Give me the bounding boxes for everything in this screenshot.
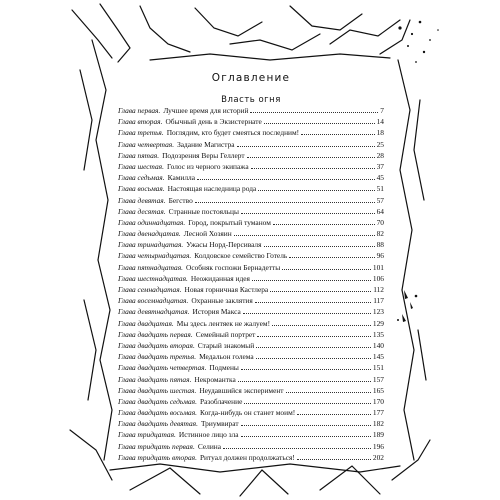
dot-leader — [255, 302, 371, 303]
dot-leader — [282, 269, 371, 270]
page-number: 70 — [376, 217, 384, 227]
chapter-name: Охранные заклятия — [191, 296, 253, 306]
toc-entry — [118, 116, 384, 127]
chapter-name: Лесной Хозяин — [183, 229, 232, 239]
chapter-name: Новая горничная Кастлера — [184, 285, 269, 294]
chapter-name: Камилла — [167, 173, 196, 183]
dot-leader — [241, 436, 371, 437]
dot-leader — [297, 414, 371, 415]
chapter-number: Глава двадцатая. — [118, 318, 174, 328]
chapter-number: Глава двадцать пятая. — [118, 374, 192, 384]
dot-leader — [241, 369, 371, 370]
chapter-number: Глава двадцать первая. — [118, 329, 193, 339]
chapter-name: История Макса — [192, 307, 241, 317]
chapter-name: Обычный день в Экзистернате — [165, 117, 262, 127]
page-number: 25 — [376, 139, 384, 149]
dot-leader — [289, 257, 374, 258]
toc-entry — [118, 195, 384, 206]
toc-entry — [118, 127, 384, 138]
page-number: 7 — [380, 106, 384, 115]
toc-entry — [118, 362, 384, 373]
chapter-number: Глава пятнадцатая. — [118, 262, 183, 272]
toc-entry — [118, 206, 384, 217]
dot-leader — [237, 146, 375, 147]
page-number: 189 — [372, 430, 384, 440]
chapter-name: Неожиданная идея — [190, 273, 250, 283]
chapter-name: Ужасы Норд-Персиваля — [186, 240, 262, 250]
chapter-name: Истинное лицо зла — [178, 430, 239, 440]
chapter-number: Глава двадцать четвертая. — [118, 363, 207, 373]
page-number: 140 — [372, 340, 384, 350]
toc-entry — [118, 318, 384, 329]
chapter-number: Глава седьмая. — [118, 173, 165, 183]
chapter-name: Странные постояльцы — [168, 206, 239, 216]
page-number: 196 — [372, 441, 384, 451]
chapter-number: Глава четырнадцатая. — [118, 251, 192, 261]
dot-leader — [270, 291, 371, 292]
chapter-name: Город, покрытый туманом — [188, 217, 271, 227]
table-of-contents — [118, 72, 384, 463]
dot-leader — [197, 179, 375, 180]
dot-leader — [247, 157, 375, 158]
chapter-number: Глава двенадцатая. — [118, 229, 181, 239]
chapter-number: Глава шестнадцатая. — [118, 273, 188, 283]
toc-entry — [118, 105, 384, 116]
chapter-number: Глава тридцатая. — [118, 430, 176, 440]
toc-entry — [118, 262, 384, 273]
page-number: 129 — [372, 318, 384, 328]
toc-entry — [118, 385, 384, 396]
chapter-number: Глава тринадцатая. — [118, 240, 184, 250]
dot-leader — [243, 313, 371, 314]
toc-entry — [118, 407, 384, 418]
chapter-name: Некромантка — [194, 374, 236, 384]
page-number: 101 — [372, 262, 384, 272]
chapter-name: Селина — [197, 441, 222, 451]
toc-entry — [118, 239, 384, 250]
page-number: 18 — [376, 128, 384, 138]
page-number: 51 — [376, 184, 384, 194]
chapter-name: Триумвират — [200, 419, 239, 429]
chapter-name: Мы здесь лентяек не жалуем! — [176, 318, 271, 328]
dot-leader — [297, 459, 371, 460]
page-number: 88 — [376, 240, 384, 250]
chapter-number: Глава восьмая. — [118, 184, 165, 194]
page-number: 177 — [372, 408, 384, 418]
page-number: 151 — [372, 363, 384, 373]
page-number: 135 — [372, 329, 384, 339]
chapter-name: Разоблачение — [199, 396, 243, 406]
page-number: 165 — [372, 385, 384, 395]
chapter-name: Неудавшийся эксперимент — [199, 385, 284, 395]
page-number: 14 — [376, 117, 384, 127]
chapter-number: Глава тридцать первая. — [118, 441, 195, 451]
chapter-name: Настоящая наследница рода — [167, 184, 257, 194]
dot-leader — [264, 246, 375, 247]
chapter-number: Глава четвертая. — [118, 139, 175, 149]
page-number: 37 — [376, 161, 384, 171]
dot-leader — [286, 392, 371, 393]
toc-entry — [118, 351, 384, 362]
toc-entry — [118, 273, 384, 284]
dot-leader — [252, 280, 371, 281]
toc-entry — [118, 217, 384, 228]
page-number: 157 — [372, 374, 384, 384]
toc-entry — [118, 295, 384, 306]
dot-leader — [264, 123, 375, 124]
chapter-name: Голос из черного экипажа — [166, 161, 249, 171]
chapter-number: Глава восемнадцатая. — [118, 296, 189, 306]
dot-leader — [273, 224, 375, 225]
dot-leader — [256, 358, 371, 359]
dot-leader — [195, 202, 375, 203]
page-number: 106 — [372, 273, 384, 283]
dot-leader — [301, 134, 374, 135]
page-number: 145 — [372, 352, 384, 362]
dot-leader — [250, 112, 378, 113]
dot-leader — [241, 425, 371, 426]
chapter-name: Особняк госпожи Бернадетты — [185, 262, 281, 272]
toc-entry — [118, 329, 384, 340]
toc-entry — [118, 374, 384, 385]
chapter-name: Ритуал должен продолжаться! — [199, 452, 295, 462]
chapter-number: Глава семнадцатая. — [118, 285, 182, 294]
toc-entry — [118, 284, 384, 295]
chapter-number: Глава двадцать седьмая. — [118, 396, 197, 406]
chapter-name: Поглядим, кто будет смеяться последним! — [166, 128, 300, 138]
page-number: 64 — [376, 206, 384, 216]
chapter-name: Лучшее время для историй — [163, 106, 249, 115]
chapter-name: Подмены — [209, 363, 239, 373]
page-number: 117 — [373, 296, 384, 306]
dot-leader — [241, 213, 375, 214]
toc-entry — [118, 340, 384, 351]
part-title: Власть огня — [221, 95, 281, 105]
page-number: 123 — [372, 307, 384, 317]
chapter-number: Глава девятнадцатая. — [118, 307, 190, 317]
dot-leader — [272, 325, 371, 326]
page-number: 28 — [376, 150, 384, 160]
toc-entry — [118, 161, 384, 172]
chapter-number: Глава двадцать шестая. — [118, 385, 197, 395]
dot-leader — [258, 190, 374, 191]
chapter-name: Медальон голема — [199, 352, 254, 362]
chapter-name: Семейный портрет — [195, 329, 256, 339]
chapter-number: Глава десятая. — [118, 206, 166, 216]
dot-leader — [234, 235, 375, 236]
chapter-number: Глава одиннадцатая. — [118, 217, 186, 227]
toc-entries — [118, 105, 384, 463]
chapter-number: Глава девятая. — [118, 195, 166, 205]
toc-entry — [118, 429, 384, 440]
chapter-name: Колдовское семейство Готель — [194, 251, 288, 261]
dot-leader — [223, 448, 371, 449]
chapter-name: Бегство — [168, 195, 193, 205]
chapter-number: Глава тридцать вторая. — [118, 452, 197, 462]
chapter-number: Глава двадцать вторая. — [118, 340, 195, 350]
chapter-name: Когда-нибудь он станет моим! — [200, 408, 296, 418]
chapter-name: Подозрения Веры Геллерт — [162, 150, 245, 160]
toc-entry — [118, 418, 384, 429]
toc-entry — [118, 150, 384, 161]
toc-entry — [118, 250, 384, 261]
toc-entry — [118, 228, 384, 239]
page-number: 82 — [376, 229, 384, 239]
dot-leader — [244, 403, 371, 404]
dot-leader — [256, 347, 371, 348]
toc-entry — [118, 139, 384, 150]
dot-leader — [257, 336, 371, 337]
page-number: 112 — [373, 285, 384, 294]
page-number: 57 — [376, 195, 384, 205]
chapter-name: Задание Магистра — [177, 139, 235, 149]
dot-leader — [251, 168, 375, 169]
toc-entry — [118, 183, 384, 194]
chapter-name: Старый знакомый — [197, 340, 255, 350]
toc-entry — [118, 306, 384, 317]
chapter-number: Глава шестая. — [118, 161, 164, 171]
toc-entry — [118, 441, 384, 452]
dot-leader — [238, 381, 371, 382]
page-number: 96 — [376, 251, 384, 261]
chapter-number: Глава вторая. — [118, 117, 163, 127]
page-number: 202 — [372, 452, 384, 462]
chapter-number: Глава первая. — [118, 106, 161, 115]
chapter-number: Глава двадцать девятая. — [118, 419, 198, 429]
page-number: 170 — [372, 396, 384, 406]
toc-title: Оглавление — [211, 72, 291, 84]
chapter-number: Глава двадцать третья. — [118, 352, 197, 362]
chapter-number: Глава третья. — [118, 128, 164, 138]
page-number: 45 — [376, 173, 384, 183]
page-number: 182 — [372, 419, 384, 429]
toc-entry — [118, 172, 384, 183]
toc-entry — [118, 396, 384, 407]
chapter-number: Глава двадцать восьмая. — [118, 408, 198, 418]
toc-entry — [118, 452, 384, 463]
chapter-number: Глава пятая. — [118, 150, 160, 160]
